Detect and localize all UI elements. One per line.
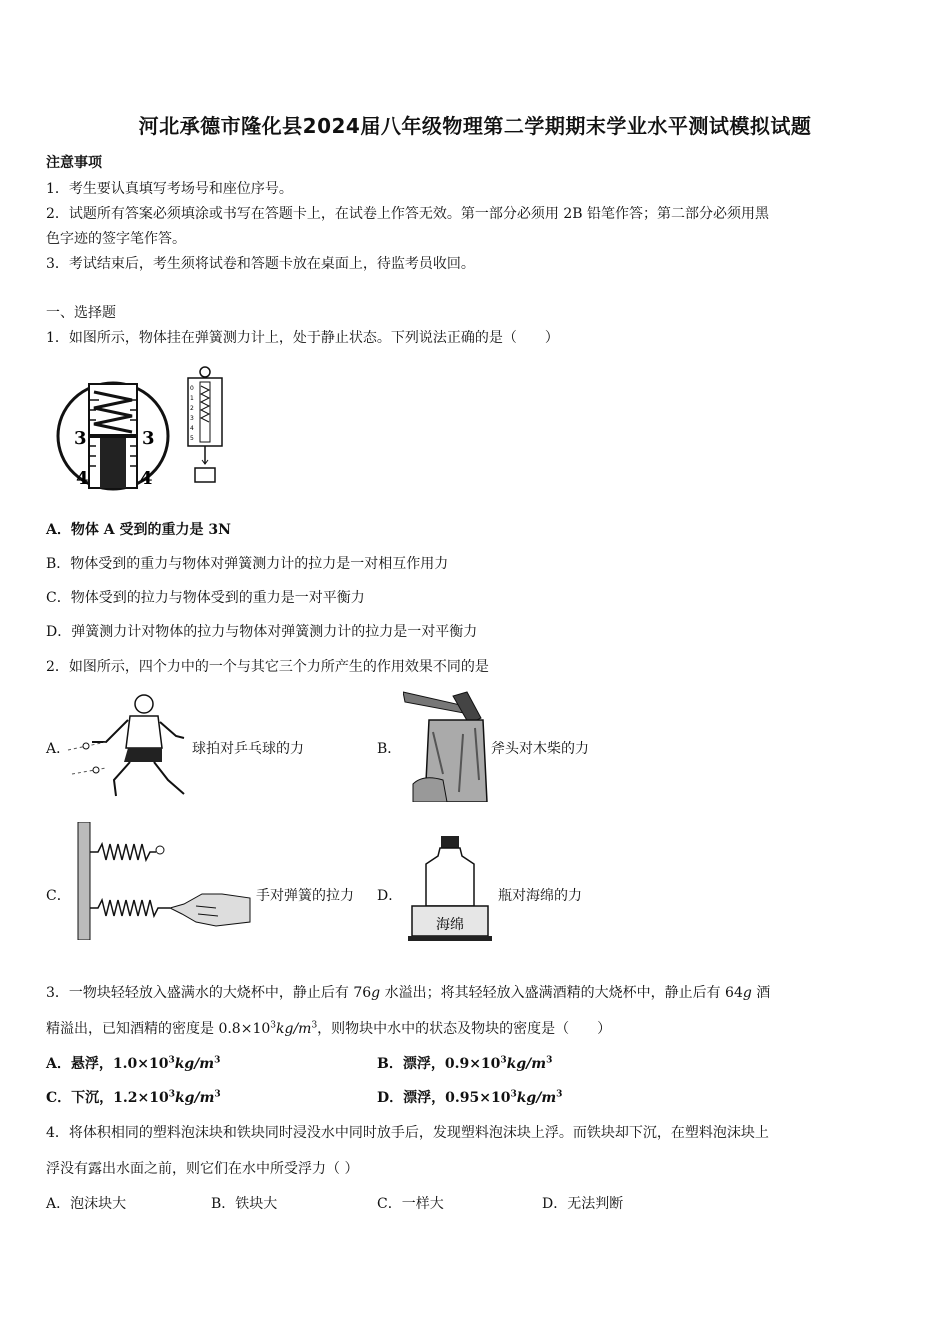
hand-pulling-spring-figure (76, 822, 252, 940)
question-3-option-b: B．漂浮，$0.9\times 10^3kg/m^3$ (377, 1055, 553, 1072)
spring-scale-magnified-figure (54, 380, 172, 492)
tick-label: 3 (190, 415, 194, 422)
question-2-option-c-text: 手对弹簧的拉力 (256, 888, 354, 904)
question-4-option-c: C．一样大 (377, 1196, 444, 1212)
notice-heading: 注意事项 (46, 155, 102, 171)
question-2-option-a-letter: A． (46, 741, 71, 757)
question-1-stem: 1．如图所示，物体挂在弹簧测力计上，处于静止状态。下列说法正确的是（ ） (46, 330, 559, 346)
question-2-option-d-letter: D． (377, 888, 403, 904)
question-3-option-c: C．下沉，$1.2\times 10^3kg/m^3$ (46, 1089, 221, 1106)
question-2-option-a-text: 球拍对乒乓球的力 (192, 741, 304, 757)
tick-label: 1 (190, 395, 194, 402)
tick-label: 2 (190, 405, 194, 412)
tick-label: 4 (190, 425, 194, 432)
question-2-option-b-text: 斧头对木柴的力 (491, 741, 589, 757)
axe-chopping-wood-figure (403, 684, 489, 802)
question-4-option-d: D．无法判断 (542, 1196, 624, 1212)
scale-label: 4 (140, 468, 153, 489)
question-3-option-d: D．漂浮，$0.95\times 10^3kg/m^3$ (377, 1089, 563, 1106)
question-2-option-c-letter: C． (46, 888, 71, 904)
tick-label: 5 (190, 435, 194, 442)
question-4-option-a: A．泡沫块大 (46, 1196, 127, 1212)
question-2-option-b-letter: B． (377, 741, 402, 757)
scale-label: 3 (74, 428, 87, 449)
bottle-on-sponge-figure (404, 834, 496, 942)
question-1-option-d: D．弹簧测力计对物体的拉力与物体对弹簧测力计的拉力是一对平衡力 (46, 624, 478, 640)
table-tennis-player-figure (66, 690, 190, 802)
question-3-stem-line-1: 3．一物块轻轻放入盛满水的大烧杯中，静止后有 76g 水溢出；将其轻轻放入盛满酒精的大烧杯中，静止后有 64g 酒 (46, 985, 771, 1001)
question-4-stem-line-2: 浮没有露出水面之前，则它们在水中所受浮力（ ） (46, 1161, 359, 1177)
question-2-stem: 2．如图所示，四个力中的一个与其它三个力所产生的作用效果不同的是 (46, 659, 489, 675)
question-3-stem-line-2: 精溢出，已知酒精的密度是 $0.8\times 10^3kg/m^3$，则物块中水中的状态及物块的密度是（ ） (46, 1020, 612, 1037)
page-title: 河北承德市隆化县2024届八年级物理第二学期期末学业水平测试模拟试题 (138, 114, 812, 138)
question-2-option-d-text: 瓶对海绵的力 (498, 888, 582, 904)
notice-item: 色字迹的签字笔作答。 (46, 231, 186, 247)
question-1-option-b: B．物体受到的重力与物体对弹簧测力计的拉力是一对相互作用力 (46, 556, 449, 572)
scale-label: 3 (142, 428, 155, 449)
section-heading: 一、选择题 (46, 305, 116, 321)
scale-label: 4 (76, 468, 89, 489)
spring-scale-figure (180, 364, 230, 484)
notice-item: 3．考试结束后，考生须将试卷和答题卡放在桌面上，待监考员收回。 (46, 256, 475, 272)
question-4-option-b: B．铁块大 (211, 1196, 278, 1212)
notice-item: 1．考生要认真填写考场号和座位序号。 (46, 181, 293, 197)
question-3-option-a: A．悬浮，$1.0\times 10^3kg/m^3$ (46, 1055, 221, 1072)
sponge-label: 海绵 (436, 917, 464, 933)
question-1-option-a: A．物体 A 受到的重力是 3N (46, 522, 231, 538)
tick-label: 0 (190, 385, 194, 392)
question-4-stem-line-1: 4．将体积相同的塑料泡沫块和铁块同时浸没水中同时放手后，发现塑料泡沫块上浮。而铁块却下沉，在塑料泡沫块上 (46, 1125, 769, 1141)
question-1-option-c: C．物体受到的拉力与物体受到的重力是一对平衡力 (46, 590, 365, 606)
notice-item: 2．试题所有答案必须填涂或书写在答题卡上，在试卷上作答无效。第一部分必须用 2B 铅笔作答；第二部分必须用黑 (46, 206, 769, 222)
